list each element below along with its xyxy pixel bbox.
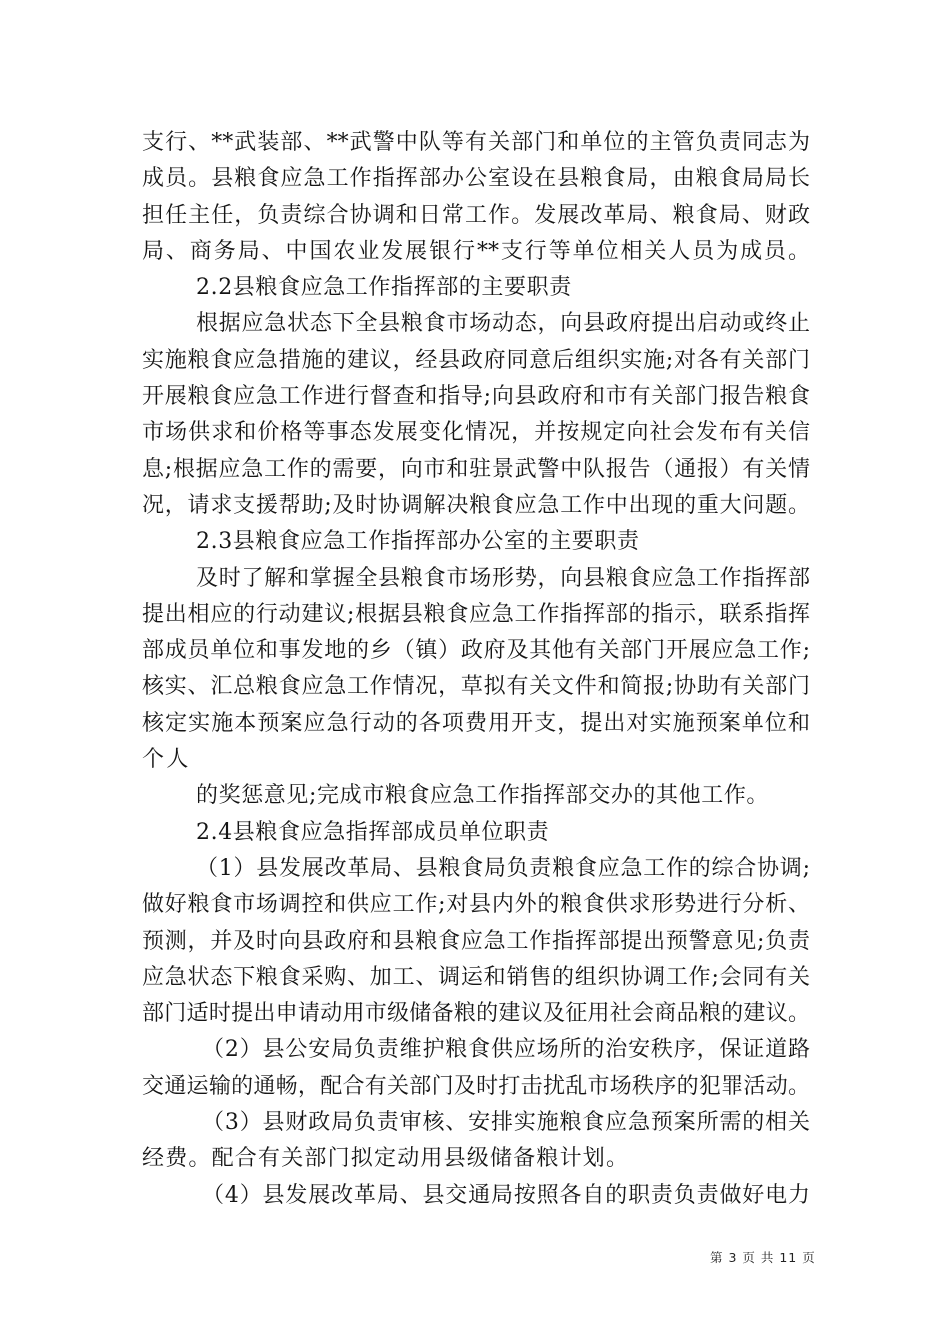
text-line: 及时了解和掌握全县粮食市场形势，向县粮食应急工作指挥部 bbox=[196, 565, 810, 591]
text-line: 局、商务局、中国农业发展银行**支行等单位相关人员为成员。 bbox=[142, 238, 810, 264]
text-line: 息;根据应急工作的需要，向市和驻景武警中队报告（通报）有关情 bbox=[142, 456, 810, 482]
text-line: 担任主任，负责综合协调和日常工作。发展改革局、粮食局、财政 bbox=[142, 202, 810, 228]
text-line: 核定实施本预案应急行动的各项费用开支，提出对实施预案单位和 bbox=[142, 710, 810, 736]
text-line: 提出相应的行动建议;根据县粮食应急工作指挥部的指示，联系指挥 bbox=[142, 601, 810, 627]
text-line: 市场供求和价格等事态发展变化情况，并按规定向社会发布有关信 bbox=[142, 420, 810, 446]
paragraph-2-4-item-2 bbox=[142, 1032, 810, 1105]
paragraph-2-4-item-3 bbox=[142, 1105, 810, 1178]
text-line: （1）县发展改革局、县粮食局负责粮食应急工作的综合协调; bbox=[196, 855, 810, 881]
text-line: （3）县财政局负责审核、安排实施粮食应急预案所需的相关 bbox=[202, 1110, 810, 1136]
text-line: 况，请求支援帮助;及时协调解决粮食应急工作中出现的重大问题。 bbox=[142, 492, 810, 518]
text-line: （4）县发展改革局、县交通局按照各自的职责负责做好电力 bbox=[202, 1182, 810, 1208]
text-line: 成员。县粮食应急工作指挥部办公室设在县粮食局，由粮食局局长 bbox=[142, 166, 810, 192]
text-line: 开展粮食应急工作进行督查和指导;向县政府和市有关部门报告粮食 bbox=[142, 384, 810, 410]
section-heading-2-3: 2.3县粮食应急工作指挥部办公室的主要职责 bbox=[196, 529, 640, 555]
text-line: 做好粮食市场调控和供应工作;对县内外的粮食供求形势进行分析、 bbox=[142, 892, 810, 918]
document-body bbox=[142, 125, 810, 1214]
section-heading-2-2: 2.2县粮食应急工作指挥部的主要职责 bbox=[196, 275, 572, 301]
text-line: 部成员单位和事发地的乡（镇）政府及其他有关部门开展应急工作; bbox=[142, 638, 810, 664]
text-line: 支行、**武装部、**武警中队等有关部门和单位的主管负责同志为 bbox=[142, 130, 810, 155]
page-number-footer: 第 3 页 共 11 页 bbox=[710, 1250, 816, 1265]
paragraph-members-continuation bbox=[142, 125, 810, 270]
text-line: 应急状态下粮食采购、加工、调运和销售的组织协调工作;会同有关 bbox=[142, 964, 810, 990]
text-line: （2）县公安局负责维护粮食供应场所的治安秩序，保证道路 bbox=[202, 1037, 810, 1063]
paragraph-2-3 bbox=[142, 561, 810, 779]
paragraph-2-2 bbox=[142, 306, 810, 524]
paragraph-2-4-item-4 bbox=[142, 1178, 810, 1214]
text-line: 实施粮食应急措施的建议，经县政府同意后组织实施;对各有关部门 bbox=[142, 347, 810, 373]
text-line: 个人 bbox=[142, 747, 191, 773]
text-line: 预测，并及时向县政府和县粮食应急工作指挥部提出预警意见;负责 bbox=[142, 928, 810, 954]
text-line: 根据应急状态下全县粮食市场动态，向县政府提出启动或终止 bbox=[196, 311, 810, 337]
text-line: 核实、汇总粮食应急工作情况，草拟有关文件和简报;协助有关部门 bbox=[142, 674, 810, 700]
text-line: 经费。配合有关部门拟定动用县级储备粮计划。 bbox=[142, 1146, 630, 1172]
paragraph-2-3-continuation: 的奖惩意见;完成市粮食应急工作指挥部交办的其他工作。 bbox=[196, 783, 770, 809]
paragraph-2-4-item-1 bbox=[142, 851, 810, 1032]
text-line: 交通运输的通畅，配合有关部门及时打击扰乱市场秩序的犯罪活动。 bbox=[142, 1073, 810, 1099]
section-heading-2-4: 2.4县粮食应急指挥部成员单位职责 bbox=[196, 819, 550, 845]
text-line: 部门适时提出申请动用市级储备粮的建议及征用社会商品粮的建议。 bbox=[142, 1001, 810, 1027]
